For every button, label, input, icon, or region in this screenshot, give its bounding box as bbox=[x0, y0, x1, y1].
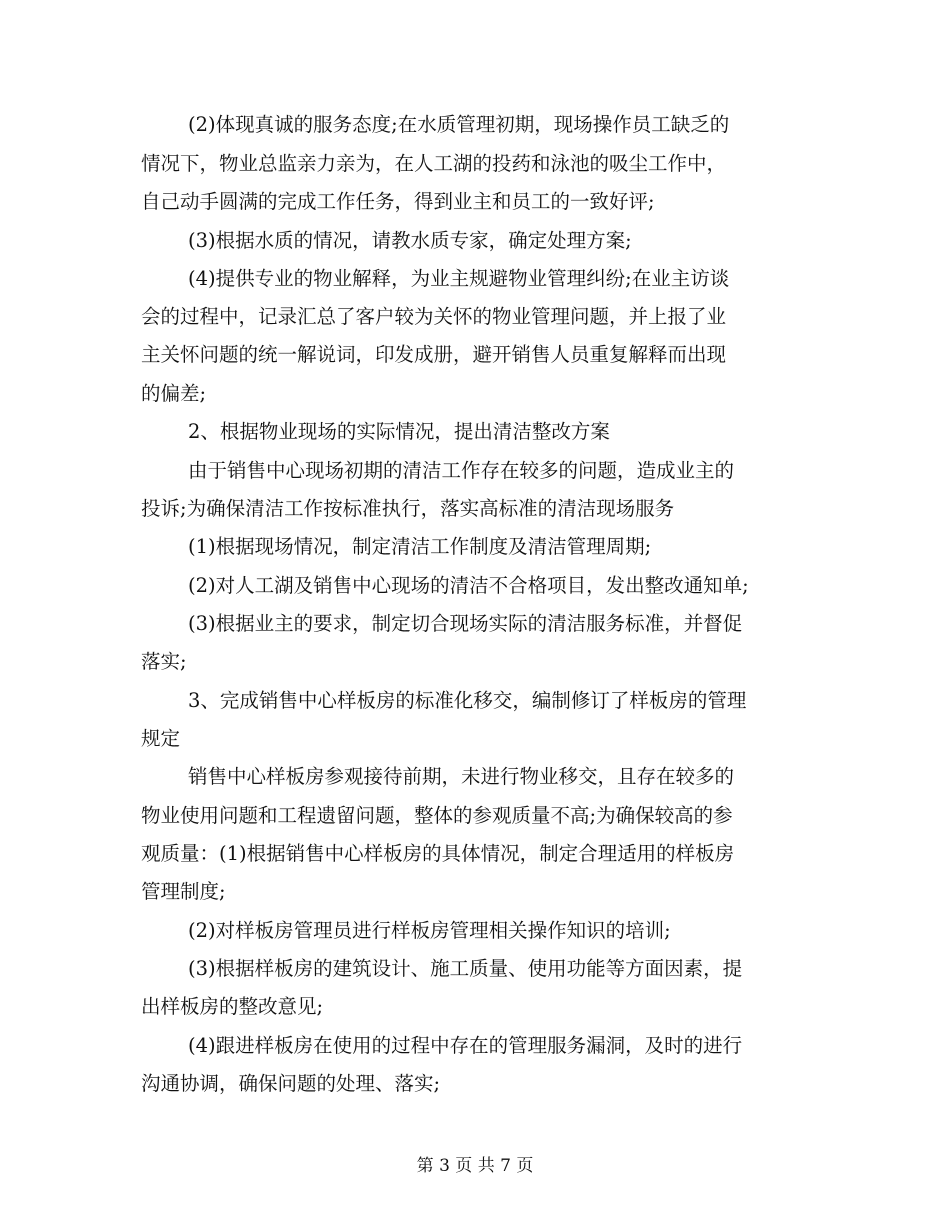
text-line: 出样板房的整改意见; bbox=[141, 995, 324, 1018]
text-line: (3)根据样板房的建筑设计、施工质量、使用功能等方面因素，提 bbox=[188, 957, 743, 980]
text-line: 的偏差; bbox=[141, 382, 207, 405]
text-line: 3、完成销售中心样板房的标准化移交，编制修订了样板房的管理 bbox=[188, 689, 747, 712]
page-footer: 第 3 页 共 7 页 bbox=[416, 1156, 534, 1176]
text-line: 销售中心样板房参观接待前期，未进行物业移交，且存在较多的 bbox=[188, 765, 735, 788]
text-line: 2、根据物业现场的实际情况，提出清洁整改方案 bbox=[188, 420, 610, 443]
text-line: 物业使用问题和工程遗留问题，整体的参观质量不高;为确保较高的参 bbox=[141, 804, 733, 827]
text-line: 投诉;为确保清洁工作按标准执行，落实高标准的清洁现场服务 bbox=[141, 497, 675, 520]
text-line: (4)提供专业的物业解释，为业主规避物业管理纠纷;在业主访谈 bbox=[188, 267, 730, 290]
text-line: (2)对样板房管理员进行样板房管理相关操作知识的培训; bbox=[188, 919, 671, 942]
text-line: (4)跟进样板房在使用的过程中存在的管理服务漏洞，及时的进行 bbox=[188, 1034, 743, 1057]
text-line: 情况下，物业总监亲力亲为，在人工湖的投药和泳池的吸尘工作中， bbox=[141, 152, 727, 175]
text-line: 管理制度; bbox=[141, 880, 226, 903]
text-line: 由于销售中心现场初期的清洁工作存在较多的问题，造成业主的 bbox=[188, 459, 735, 482]
text-line: 会的过程中，记录汇总了客户较为关怀的物业管理问题，并上报了业 bbox=[141, 305, 727, 328]
text-line: 落实; bbox=[141, 650, 187, 673]
text-line: 主关怀问题的统一解说词，印发成册，避开销售人员重复解释而出现 bbox=[141, 343, 727, 366]
text-line: 观质量：(1)根据销售中心样板房的具体情况，制定合理适用的样板房 bbox=[141, 842, 735, 865]
text-line: (2)对人工湖及销售中心现场的清洁不合格项目，发出整改通知单; bbox=[188, 574, 749, 597]
text-line: (2)体现真诚的服务态度;在水质管理初期，现场操作员工缺乏的 bbox=[188, 113, 730, 136]
text-line: 沟通协调，确保问题的处理、落实; bbox=[141, 1072, 441, 1095]
text-line: (1)根据现场情况，制定清洁工作制度及清洁管理周期; bbox=[188, 535, 652, 558]
text-line: (3)根据业主的要求，制定切合现场实际的清洁服务标准，并督促 bbox=[188, 612, 743, 635]
text-line: (3)根据水质的情况，请教水质专家，确定处理方案; bbox=[188, 229, 632, 252]
text-line: 规定 bbox=[141, 727, 181, 750]
text-line: 自己动手圆满的完成工作任务，得到业主和员工的一致好评; bbox=[141, 190, 655, 213]
